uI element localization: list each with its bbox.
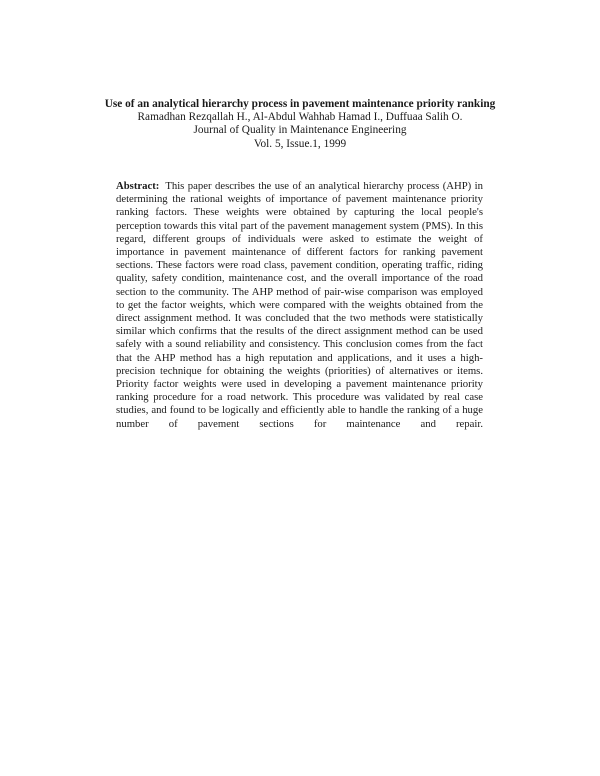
abstract-paragraph bbox=[116, 180, 483, 431]
paper-journal: Journal of Quality in Maintenance Engineering bbox=[193, 124, 407, 137]
paper-header bbox=[0, 98, 600, 151]
abstract-label: Abstract: bbox=[116, 180, 160, 192]
paper-authors: Ramadhan Rezqallah H., Al-Abdul Wahhab Hamad I., Duffuaa Salih O. bbox=[137, 111, 463, 124]
abstract-text: This paper describes the use of an analytical hierarchy process (AHP) in determining the rational weights of importance of pavement maintenance priority ranking factors. These weights were obtained by capturing the local people's perception towards this vital part of the pavement management system (PMS). In this regard, different groups of individuals were asked to estimate the weight of importance in pavement maintenance of different factors for ranking pavement sections. These factors were road class, pavement condition, operating traffic, riding quality, safety condition, maintenance cost, and the overall importance of the road section to the community. The AHP method of pair-wise comparison was employed to get the factor weights, which were compared with the weights obtained from the direct assignment method. It was concluded that the two methods were statistically similar which confirms that the results of the direct assignment method can be used safely with a sound reliability and consistency. This conclusion comes from the fact that the AHP method has a high reputation and applications, and it uses a high-precision technique for obtaining the weights (priorities) of alternatives or items. Priority factor weights were used in developing a pavement maintenance priority ranking procedure for a road network. This procedure was validated by real case studies, and found to be logically and efficiently able to handle the ranking of a huge number of pavement sections for maintenance and repair. bbox=[116, 180, 483, 430]
paper-volume: Vol. 5, Issue.1, 1999 bbox=[253, 137, 347, 150]
paper-title: Use of an analytical hierarchy process in pavement maintenance priority ranking bbox=[104, 98, 496, 110]
